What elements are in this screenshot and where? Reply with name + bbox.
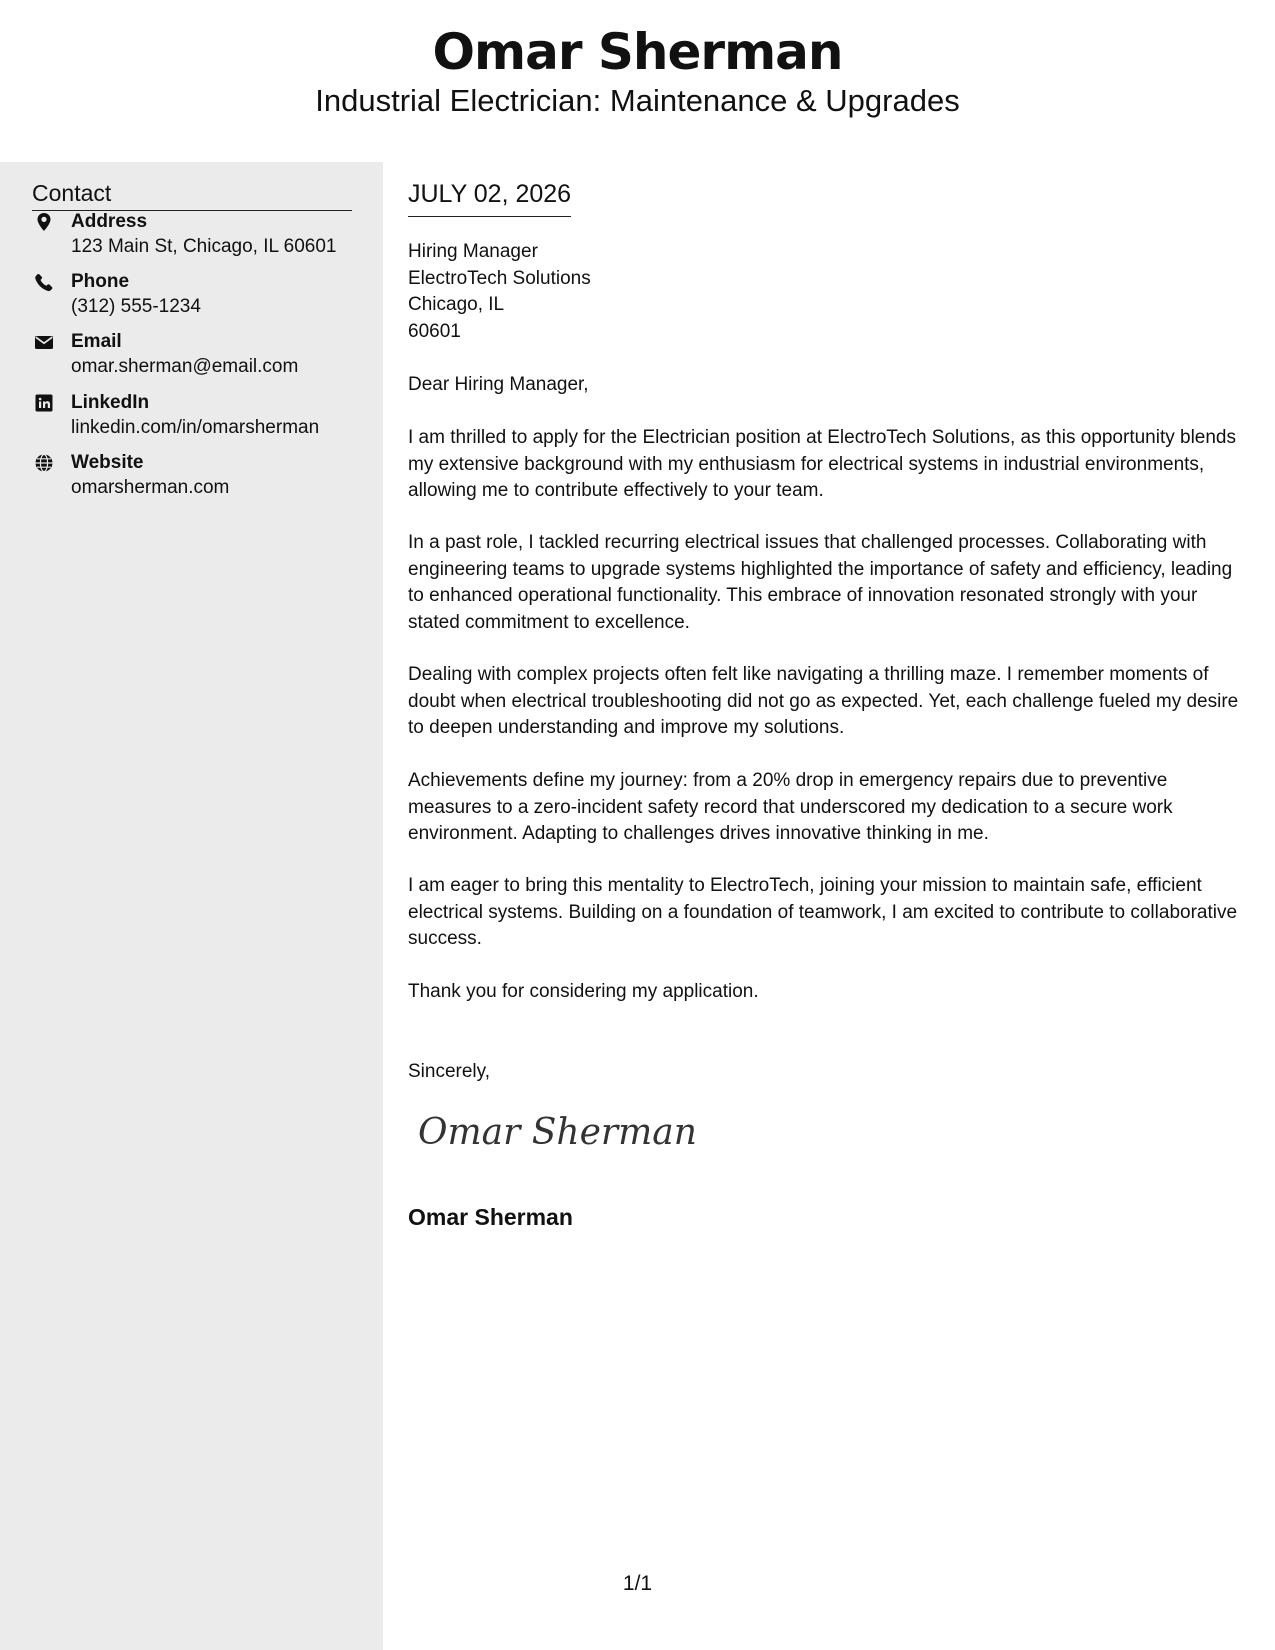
recipient-block — [408, 239, 591, 345]
contact-item-website — [32, 451, 372, 507]
linkedin-icon — [34, 393, 54, 413]
paragraph: In a past role, I tackled recurring electrical issues that challenged processes. Collaborating with engineering teams to upgrade systems highlighted the importance of safety and efficiency, leading to enhanced operational functionality. This embrace of innovation resonated strongly with your stated commitment to excellence. — [408, 532, 1233, 633]
page-number: 1/1 — [622, 1572, 653, 1595]
contact-item-email — [32, 330, 372, 386]
paragraph: Dealing with complex projects often felt like navigating a thrilling maze. I remember moments of doubt when electrical troubleshooting did not go as expected. Yet, each challenge fueled my desire to deepen understanding and improve my solutions. — [408, 664, 1239, 738]
contact-heading: Contact — [32, 178, 352, 211]
letter-date: JULY 02, 2026 — [408, 178, 571, 217]
address-label: Address — [71, 211, 148, 232]
website-value: omarsherman.com — [71, 477, 230, 498]
recipient-line: Chicago, IL — [408, 294, 505, 315]
closing-thanks: Thank you for considering my application. — [408, 981, 759, 1002]
email-label: Email — [71, 331, 122, 352]
linkedin-value: linkedin.com/in/omarsherman — [71, 417, 320, 438]
globe-icon — [34, 453, 54, 473]
contact-item-phone — [32, 270, 372, 326]
website-label: Website — [71, 452, 144, 473]
contact-item-address — [32, 210, 372, 266]
signer-name: Omar Sherman — [408, 1204, 573, 1230]
map-pin-icon — [34, 212, 54, 232]
handwritten-signature: Omar Sherman — [418, 1112, 697, 1153]
applicant-title: Industrial Electrician: Maintenance & Upgrades — [315, 83, 960, 118]
recipient-line: ElectroTech Solutions — [408, 267, 591, 289]
paragraph: I am thrilled to apply for the Electrician position at ElectroTech Solutions, as this opportunity blends my extensive background with my enthusiasm for electrical systems in industrial environments, allowing me to contribute effectively to your team. — [408, 427, 1236, 501]
phone-icon — [34, 272, 54, 292]
phone-label: Phone — [71, 271, 130, 292]
letter-header — [0, 0, 1275, 162]
contact-item-linkedin — [32, 391, 372, 447]
applicant-name: Omar Sherman — [432, 23, 843, 81]
paragraph: Achievements define my journey: from a 20% drop in emergency repairs due to preventive measures to a zero-incident safety record that underscored my dedication to a secure work environment. Adapting to challenges drives innovative thinking in me. — [408, 770, 1173, 844]
paragraph: I am eager to bring this mentality to ElectroTech, joining your mission to maintain safe, efficient electrical systems. Building on a foundation of teamwork, I am excited to contribute to collaborative success. — [408, 875, 1238, 949]
linkedin-label: LinkedIn — [71, 392, 150, 413]
recipient-line: 60601 — [408, 320, 461, 342]
phone-value: (312) 555-1234 — [71, 296, 201, 317]
recipient-line: Hiring Manager — [408, 241, 538, 262]
address-value: 123 Main St, Chicago, IL 60601 — [71, 236, 337, 257]
envelope-icon — [34, 332, 54, 352]
contact-sidebar — [0, 162, 383, 1650]
signoff: Sincerely, — [408, 1061, 491, 1082]
email-value: omar.sherman@email.com — [71, 356, 299, 377]
salutation: Dear Hiring Manager, — [408, 374, 589, 395]
